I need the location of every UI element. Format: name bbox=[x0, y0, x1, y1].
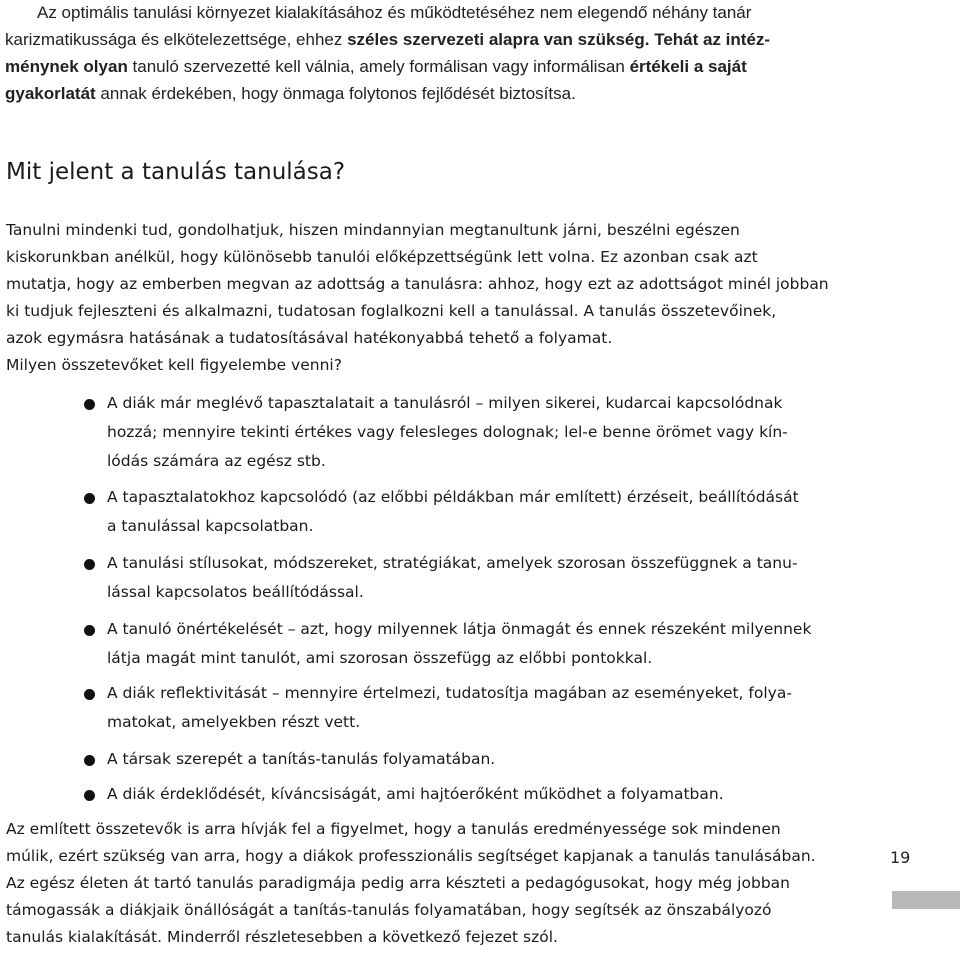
closing-line: Az egész életen át tartó tanulás paradigmája pedig arra készteti a pedagógusokat, hogy még jobban bbox=[6, 874, 790, 892]
bullet-dot-icon bbox=[84, 559, 95, 570]
bullet-text bbox=[107, 615, 811, 673]
body-paragraph bbox=[6, 217, 836, 379]
bullet-dot-icon bbox=[84, 755, 95, 766]
bullet-text bbox=[107, 483, 799, 541]
bullet-line: A diák már meglévő tapasztalatait a tanulásról – milyen sikerei, kudarcai kapcsolódnak bbox=[107, 394, 783, 412]
closing-line: Az említett összetevők is arra hívják fel a figyelmet, hogy a tanulás eredményessége sok mindenen bbox=[6, 820, 781, 838]
bullet-dot-icon bbox=[84, 689, 95, 700]
page-number: 19 bbox=[890, 848, 911, 867]
body-line: mutatja, hogy az emberben megvan az adottság a tanulásra: ahhoz, hogy ezt az adottságot minél jobban bbox=[6, 275, 829, 293]
body-line: kiskorunkban anélkül, hogy különösebb tanulói előképzettségünk lett volna. Ez azonban csak azt bbox=[6, 248, 758, 266]
bullet-dot-icon bbox=[84, 493, 95, 504]
bullet-line: A tanulási stílusokat, módszereket, stratégiákat, amelyek szorosan összefüggnek a tanu- bbox=[107, 554, 798, 572]
intro-bold-text: gyakorlatát bbox=[5, 84, 96, 103]
bullet-dot-icon bbox=[84, 790, 95, 801]
bullet-line: A tanuló önértékelését – azt, hogy milyennek látja önmagát és ennek részeként milyennek bbox=[107, 620, 812, 638]
intro-bold-text: széles szervezeti alapra van szükség. Tehát az intéz- bbox=[347, 30, 771, 49]
body-line: ki tudjuk fejleszteni és alkalmazni, tudatosan foglalkozni kell a tanulással. A tanulás összetevőinek, bbox=[6, 302, 777, 320]
closing-line: támogassák a diákjaik önállóságát a tanítás-tanulás folyamatában, hogy segítsék az önszabályozó bbox=[6, 901, 772, 919]
intro-paragraph bbox=[5, 0, 845, 107]
bullet-line: látja magát mint tanulót, ami szorosan összefügg az előbbi pontokkal. bbox=[107, 649, 653, 667]
intro-text: tanuló szervezetté kell válnia, amely formálisan vagy informálisan bbox=[127, 57, 630, 76]
bullet-line: matokat, amelyekben részt vett. bbox=[107, 713, 361, 731]
bullet-dot-icon bbox=[84, 625, 95, 636]
body-line: Milyen összetevőket kell figyelembe venni? bbox=[6, 356, 342, 374]
intro-line bbox=[5, 0, 845, 26]
bullet-line: A társak szerepét a tanítás-tanulás folyamatában. bbox=[107, 750, 496, 768]
intro-text: annak érdekében, hogy önmaga folytonos fejlődését biztosítsa. bbox=[95, 84, 576, 103]
body-line: azok egymásra hatásának a tudatosításával hatékonyabbá tehető a folyamat. bbox=[6, 329, 613, 347]
bullet-line: a tanulással kapcsolatban. bbox=[107, 517, 314, 535]
bullet-line: A diák érdeklődését, kíváncsiságát, ami hajtóerőként működhet a folyamatban. bbox=[107, 785, 724, 803]
closing-paragraph bbox=[6, 816, 836, 951]
bullet-line: lódás számára az egész stb. bbox=[107, 452, 326, 470]
bullet-line: A tapasztalatokhoz kapcsolódó (az előbbi példákban már említett) érzéseit, beállítódását bbox=[107, 488, 799, 506]
bullet-dot-icon bbox=[84, 399, 95, 410]
bullet-text bbox=[107, 389, 788, 476]
bullet-line: lással kapcsolatos beállítódással. bbox=[107, 583, 364, 601]
section-heading: Mit jelent a tanulás tanulása? bbox=[6, 159, 346, 185]
intro-text: Az optimális tanulási környezet kialakításához és működtetéséhez nem elegendő néhány tanár bbox=[37, 3, 752, 22]
body-line: Tanulni mindenki tud, gondolhatjuk, hiszen mindannyian megtanultunk járni, beszélni egészen bbox=[6, 221, 740, 239]
page-tab-marker bbox=[892, 891, 960, 909]
bullet-line: hozzá; mennyire tekinti értékes vagy felesleges dolognak; lel-e benne örömet vagy kín- bbox=[107, 423, 788, 441]
intro-bold-text: értékeli a saját bbox=[629, 57, 747, 76]
closing-line: tanulás kialakítását. Minderről részletesebben a következő fejezet szól. bbox=[6, 928, 558, 946]
intro-line bbox=[5, 53, 845, 80]
intro-line bbox=[5, 80, 845, 107]
intro-bold-text: ménynek olyan bbox=[5, 57, 128, 76]
intro-line bbox=[5, 26, 845, 53]
bullet-text bbox=[107, 780, 724, 809]
bullet-text bbox=[107, 679, 792, 737]
closing-line: múlik, ezért szükség van arra, hogy a diákok professzionális segítséget kapjanak a tanulás tanulásában. bbox=[6, 847, 816, 865]
bullet-text bbox=[107, 745, 495, 774]
bullet-text bbox=[107, 549, 798, 607]
intro-text: karizmatikussága és elkötelezettsége, ehhez bbox=[5, 30, 348, 49]
bullet-line: A diák reflektivitását – mennyire értelmezi, tudatosítja magában az eseményeket, folya- bbox=[107, 684, 792, 702]
